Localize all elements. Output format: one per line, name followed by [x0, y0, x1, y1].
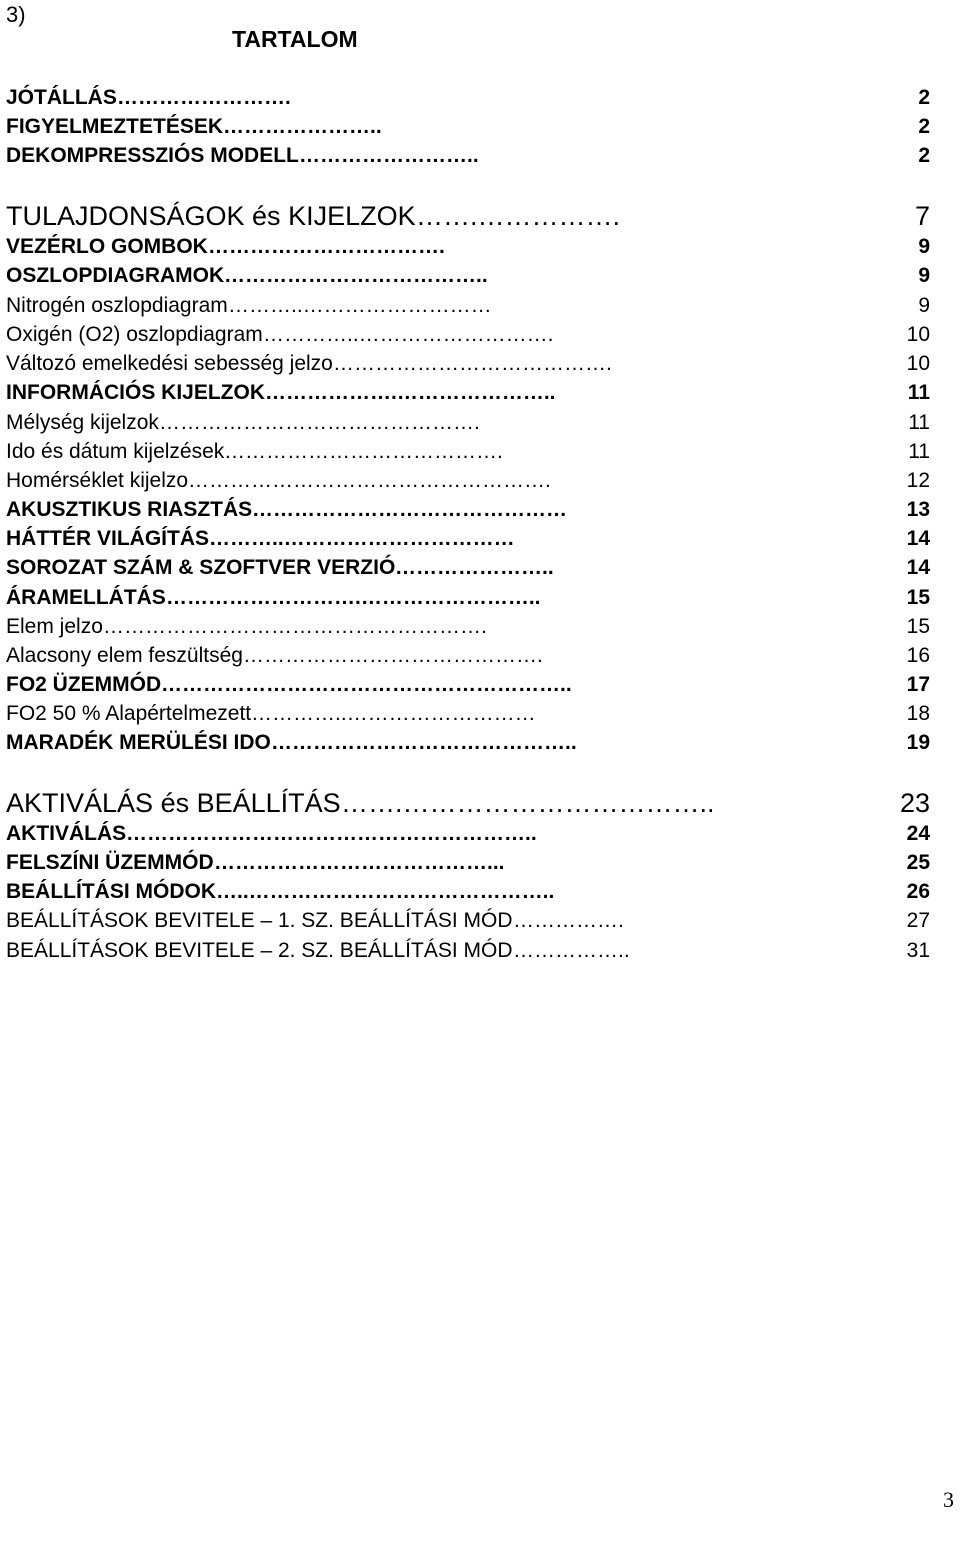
toc-entry — [6, 350, 930, 378]
toc-entry-title: JÓTÁLLÁS — [6, 86, 117, 109]
toc-leader-dots: ……………….………………….. — [265, 381, 556, 404]
toc-entry-title: Elem jelzo — [6, 615, 103, 638]
toc-entry — [6, 467, 930, 495]
toc-entry — [6, 438, 930, 466]
toc-page-number: 9 — [918, 294, 930, 317]
toc-leader-dots: …….…………………………….. — [341, 788, 715, 818]
toc-page-number: 26 — [906, 880, 930, 903]
toc-page-number: 11 — [907, 381, 930, 404]
toc-entry — [6, 584, 930, 612]
toc-leader-dots: …………..………………………. — [263, 323, 554, 346]
toc-page-number: 2 — [918, 86, 930, 109]
toc-page-number: 2 — [918, 144, 930, 167]
toc-entry — [6, 233, 930, 261]
toc-entry — [6, 671, 930, 699]
toc-leader-dots: ……………………………….. — [224, 264, 488, 287]
toc-leader-dots: ………..…………………………… — [209, 527, 515, 550]
toc-entry-title: BEÁLLÍTÁSOK BEVITELE – 1. SZ. BEÁLLÍTÁSI MÓD — [6, 909, 513, 932]
toc-leader-dots: ……………………. — [117, 86, 291, 109]
toc-leader-dots: ………………………………………………….. — [161, 673, 572, 696]
toc-entry — [6, 409, 930, 437]
toc-entry-title: DEKOMPRESSZIÓS MODELL — [6, 144, 299, 167]
toc-leader-dots: ………………………………………………….. — [126, 822, 537, 845]
toc-leader-dots: ………………….. — [223, 115, 382, 138]
toc-page-number: 18 — [906, 702, 930, 725]
section-number: 3) — [6, 2, 26, 27]
toc-leader-dots: ……………………………………. — [243, 644, 543, 667]
toc-leader-dots: ………………………………………. — [159, 411, 480, 434]
toc-entry-title: BEÁLLÍTÁSOK BEVITELE – 2. SZ. BEÁLLÍTÁSI MÓD — [6, 939, 513, 962]
toc-page-number: 14 — [906, 527, 930, 550]
toc-entry-title: FO2 ÜZEMMÓD — [6, 673, 162, 696]
toc-page-number: 16 — [906, 644, 930, 667]
toc-leader-dots: ………………….. — [395, 556, 554, 579]
toc-entry-title: FELSZÍNI ÜZEMMÓD — [6, 851, 214, 874]
toc-entry — [6, 292, 930, 320]
toc-entry-title: OSZLOPDIAGRAMOK — [6, 264, 225, 287]
toc-entry — [6, 849, 930, 877]
toc-leader-dots: ………..……………………… — [228, 294, 492, 317]
toc-page-number: 17 — [906, 673, 930, 696]
toc-entry — [6, 729, 930, 757]
toc-entry — [6, 554, 930, 582]
toc-leader-dots: ……………………………. — [208, 235, 445, 258]
toc-entry-title: Oxigén (O2) oszlopdiagram — [6, 323, 263, 346]
toc-leader-dots: …………..……………………… — [251, 702, 536, 725]
toc-entry — [6, 379, 930, 407]
toc-entry-title: VEZÉRLO GOMBOK — [6, 235, 208, 258]
toc-entry-title: FIGYELMEZTETÉSEK — [6, 115, 224, 138]
toc-leader-dots: …………………………………. — [224, 440, 503, 463]
toc-leader-dots: ………………………………………………. — [103, 615, 487, 638]
toc-entry — [6, 937, 930, 965]
toc-entry — [6, 907, 930, 935]
toc-page-number: 9 — [918, 264, 930, 287]
toc-entry-title: AKTIVÁLÁS — [6, 822, 127, 845]
toc-leader-dots: …………………………………... — [214, 851, 505, 874]
toc-page-number: 2 — [918, 115, 930, 138]
toc-page-number: 14 — [906, 556, 930, 579]
toc-entry-title: AKTIVÁLÁS és BEÁLLÍTÁS — [6, 788, 341, 818]
toc-entry-title: Ido és dátum kijelzések — [6, 440, 225, 463]
toc-entry-title: Mélység kijelzok — [6, 411, 159, 434]
toc-entry — [6, 700, 930, 728]
toc-entry — [6, 84, 930, 112]
toc-entry-title: INFORMÁCIÓS KIJELZOK — [6, 381, 266, 404]
toc-entry-title: FO2 50 % Alapértelmezett — [6, 702, 252, 725]
toc-leader-dots: …………….. — [513, 939, 630, 962]
toc-entry-title: HÁTTÉR VILÁGÍTÁS — [6, 527, 209, 550]
toc-page-number: 15 — [906, 615, 930, 638]
toc-entry — [6, 113, 930, 141]
toc-page-number: 23 — [899, 788, 930, 818]
toc-page-number: 19 — [906, 731, 930, 754]
toc-leader-dots: ……………………….…………………….. — [166, 586, 541, 609]
toc-page-number: 13 — [906, 498, 930, 521]
toc-entry — [6, 878, 930, 906]
toc-page-number: 24 — [906, 822, 930, 845]
toc-entry — [6, 199, 930, 233]
toc-entry — [6, 142, 930, 170]
toc-page-number: 10 — [906, 352, 930, 375]
toc-page-number: 7 — [914, 201, 930, 231]
toc-page-number: 9 — [918, 235, 930, 258]
toc-leader-dots: ……………………………………………. — [188, 469, 551, 492]
toc-page-number: 27 — [906, 909, 930, 932]
toc-entry-title: Nitrogén oszlopdiagram — [6, 294, 228, 317]
toc-entry-title: Alacsony elem feszültség — [6, 644, 243, 667]
toc-entry-title: Változó emelkedési sebesség jelzo — [6, 352, 333, 375]
toc-entry — [6, 262, 930, 290]
toc-entry — [6, 613, 930, 641]
toc-page-number: 11 — [908, 440, 930, 463]
toc-entry-title: SOROZAT SZÁM & SZOFTVER VERZIÓ — [6, 556, 396, 579]
toc-entry-title: AKUSZTIKUS RIASZTÁS — [6, 498, 253, 521]
page-title: TARTALOM — [232, 26, 358, 52]
toc-entry — [6, 321, 930, 349]
toc-page-number: 10 — [906, 323, 930, 346]
toc-entry-title: MARADÉK MERÜLÉSI IDO — [6, 731, 271, 754]
toc-page-number: 11 — [908, 411, 930, 434]
toc-entry-title: BEÁLLÍTÁSI MÓDOK — [6, 880, 216, 903]
toc-entry-title: TULAJDONSÁGOK és KIJELZOK — [6, 201, 416, 231]
toc-page-number: 31 — [906, 939, 930, 962]
toc-leader-dots: …………………….. — [299, 144, 479, 167]
toc-leader-dots: …………………………………. — [333, 352, 612, 375]
page-number: 3 — [943, 1487, 954, 1512]
toc-leader-dots: ……………. — [513, 909, 624, 932]
toc-page-number: 25 — [906, 851, 930, 874]
toc-entry — [6, 786, 930, 820]
toc-entry — [6, 496, 930, 524]
toc-entry — [6, 525, 930, 553]
toc-entry-title: Homérséklet kijelzo — [6, 469, 189, 492]
toc-page-number: 15 — [906, 586, 930, 609]
toc-entry — [6, 820, 930, 848]
toc-leader-dots: …….……………. — [416, 201, 621, 231]
toc-leader-dots: …..…………………………………….. — [216, 880, 555, 903]
toc-leader-dots: …………………………………….. — [271, 731, 577, 754]
toc-page-number: 12 — [906, 469, 930, 492]
toc-entry — [6, 642, 930, 670]
toc-leader-dots: ……………………………………… — [252, 498, 567, 521]
toc-entry-title: ÁRAMELLÁTÁS — [6, 586, 166, 609]
